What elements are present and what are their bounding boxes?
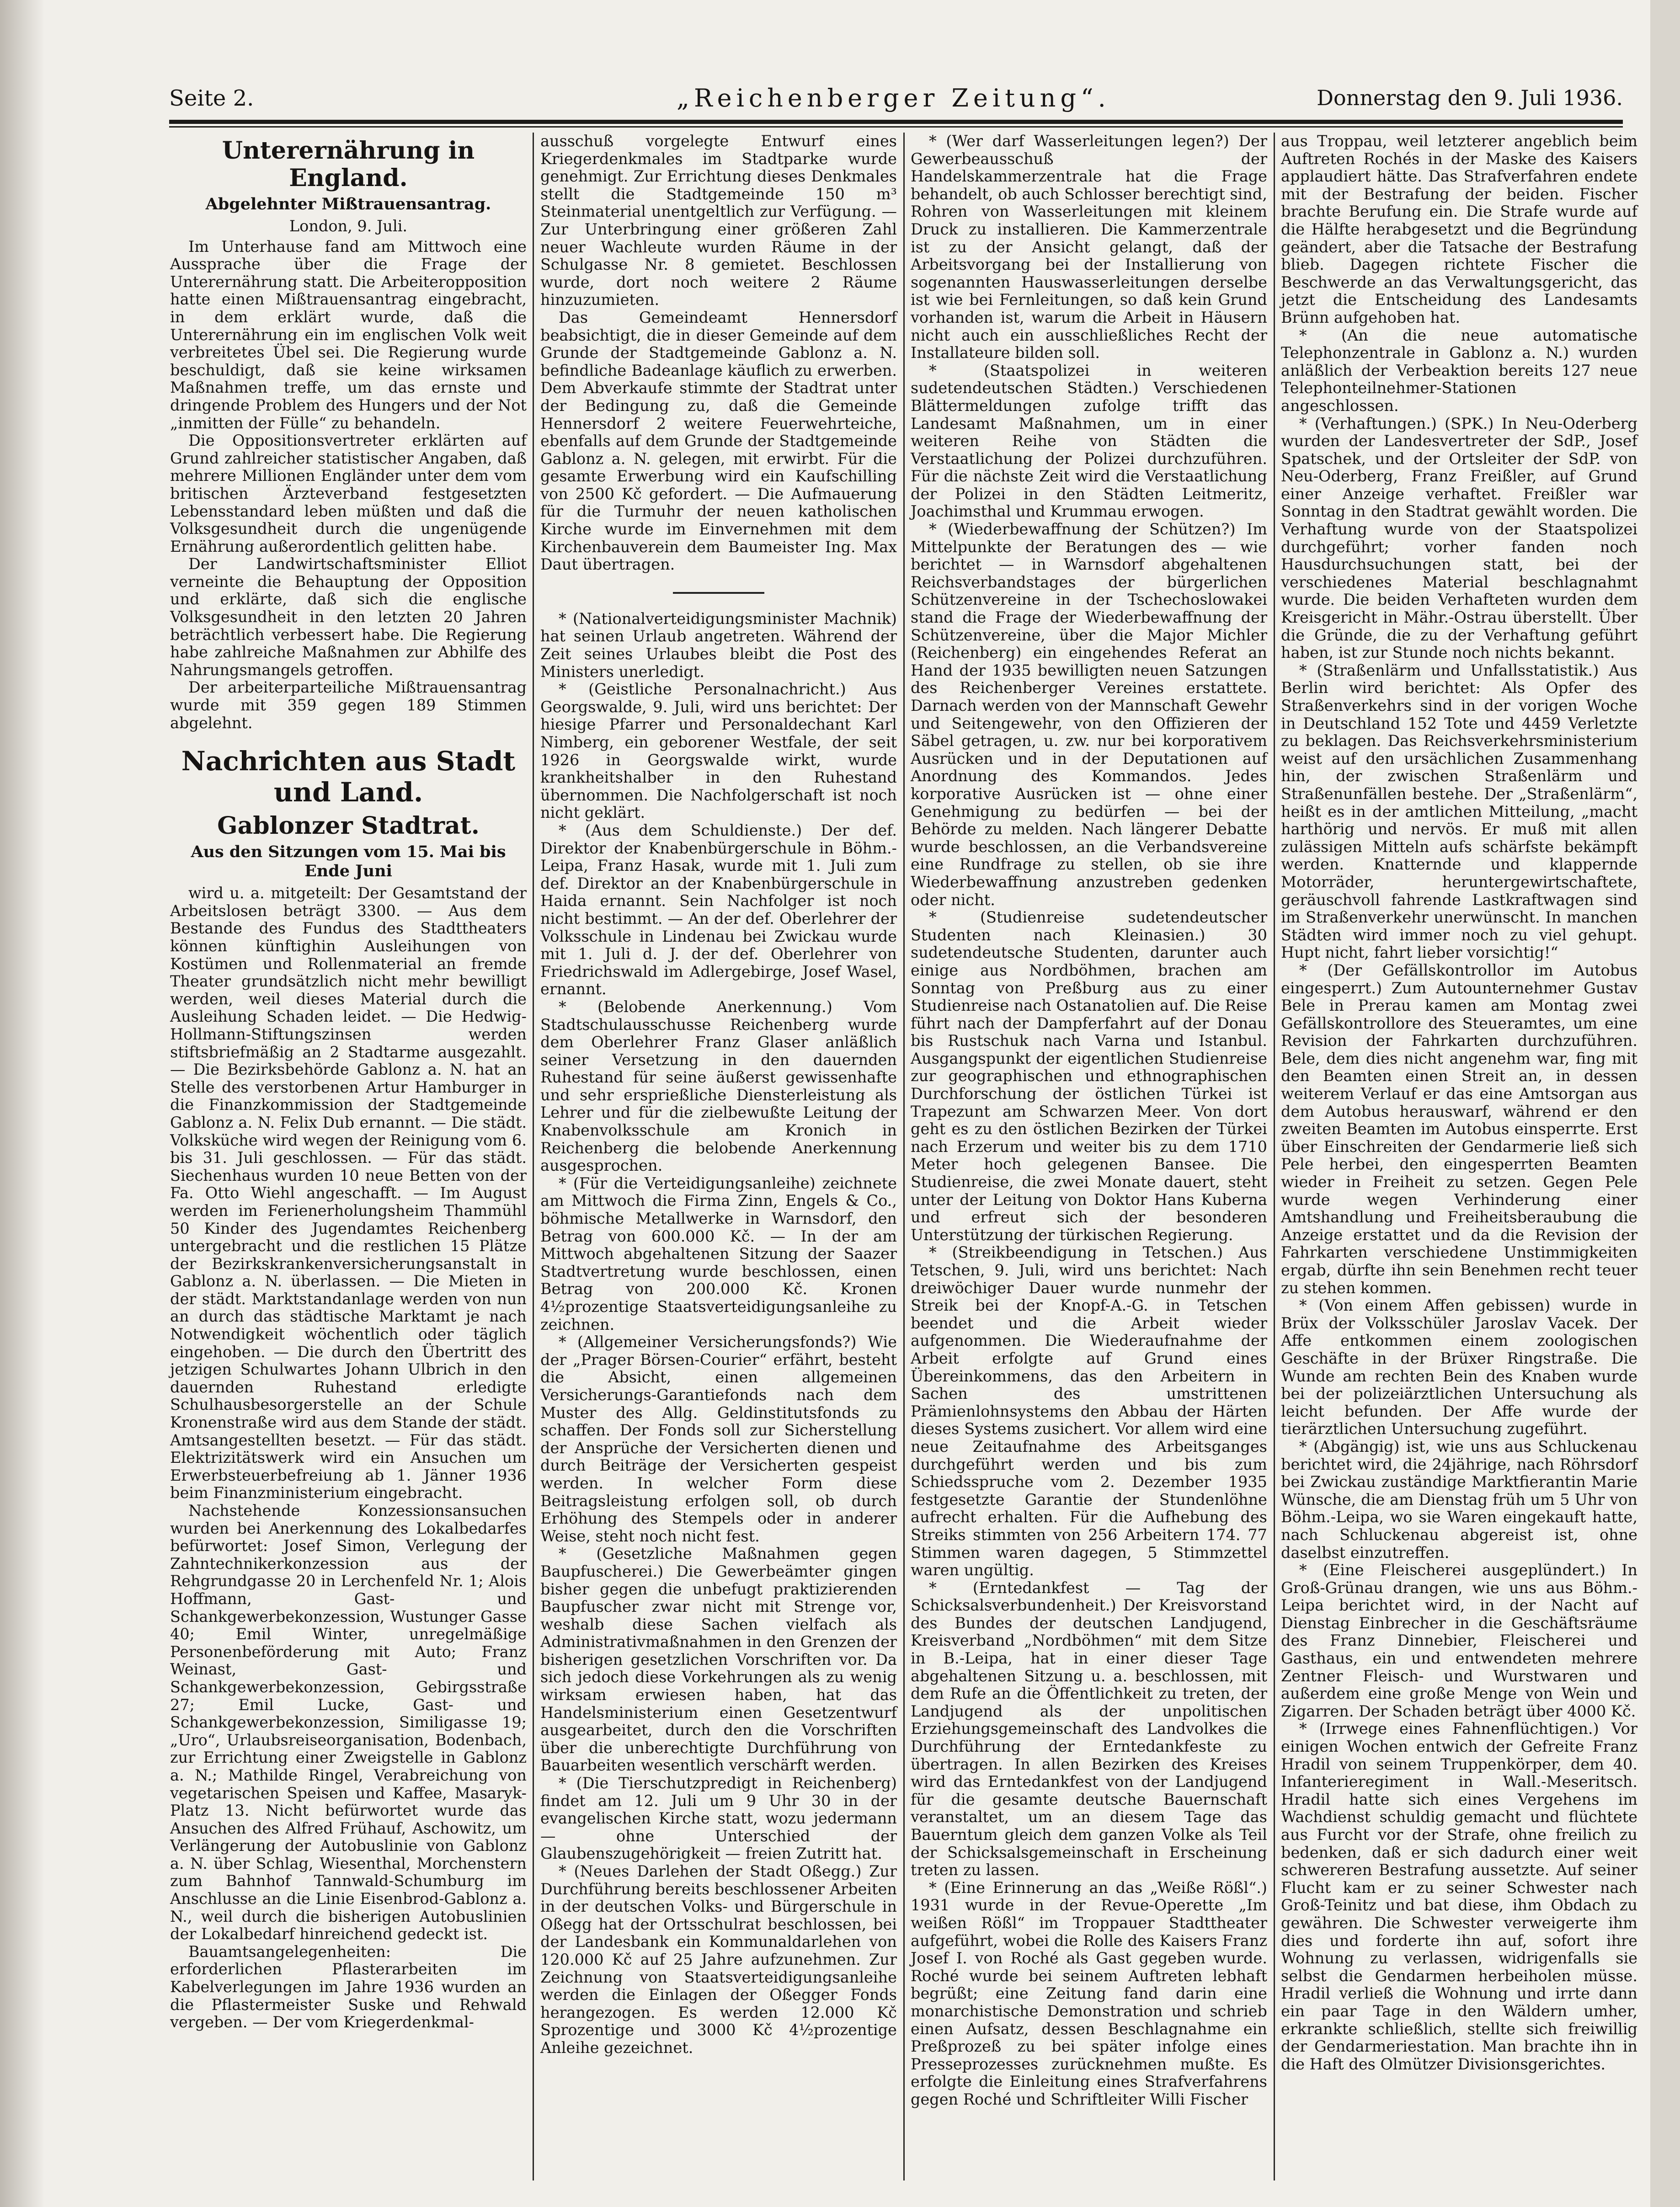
- news-item: * (Verhaftungen.) (SPK.) In Neu-Oderberg wurden der Landesvertreter der SdP., Josef Spatschek, und der Ortsleiter der SdP. von Neu-Oderberg, Franz Freißler, auf Grund einer Anzeige verhaftet. Freißler war Sonntag in den Stadtrat gewählt worden. Die Verhaftung wurde von der Staatspolizei durchgeführt; vorher fanden noch Hausdurchsuchungen statt, bei der verschiedenes Material beschlagnahmt wurde. Die beiden Verhafteten wurden dem Kreisgericht in Mähr.-Ostrau überstellt. Über die Gründe, die zu der Verhaftung geführt haben, ist zur Stunde noch nichts bekannt.: [1281, 414, 1637, 662]
- news-item: * (Von einem Affen gebissen) wurde in Brüx der Volksschüler Jaroslav Vacek. Der Affe entkommen einem zoologischen Geschäfte in der Brüxer Ringstraße. Die Wunde am rechten Bein des Knaben wurde bei der polizeiärztlichen Untersuchung als leicht befunden. Der Affe wurde der tierärztlichen Untersuchung zugeführt.: [1281, 1296, 1637, 1438]
- news-item: * (Abgängig) ist, wie uns aus Schluckenau berichtet wird, die 24jährige, nach Röhrsdorf bei Zwickau zuständige Marktfierantin Marie Wünsche, die am Dienstag früh um 5 Uhr von Böhm.-Leipa, wo sie Waren eingekauft hatte, nach Schluckenau abgereist ist, ohne daselbst einzutreffen.: [1281, 1437, 1637, 1562]
- page-number: Seite 2.: [169, 85, 254, 111]
- binding-shadow: [0, 0, 43, 2207]
- news-item: * (Geistliche Personalnachricht.) Aus Georgswalde, 9. Juli, wird uns berichtet: Der hiesige Pfarrer und Personaldechant Karl Nimberg, ein geborener Westfale, der seit 1926 in Georgswalde wirkt, wurde krankheitshalber in den Ruhestand übernommen. Die Nachfolgerschaft ist noch nicht geklärt.: [540, 680, 897, 822]
- section-heading: Nachrichten aus Stadt und Land.: [181, 746, 516, 808]
- news-item: * (Die Tierschutzpredigt in Reichenberg) findet am 12. Juli um 9 Uhr 30 in der evangelischen Kirche statt, wozu jedermann — ohne Unterschied der Glaubenszugehörigkeit — freien Zutritt hat.: [540, 1774, 897, 1863]
- masthead: „Reichenberger Zeitung“.: [677, 84, 1110, 112]
- news-item: * (Straßenlärm und Unfallsstatistik.) Aus Berlin wird berichtet: Als Opfer des Straßenverkehrs sind in der vorigen Woche in Deutschland 152 Tote und 4459 Verletzte zu beklagen. Das Reichsverkehrsministerium weist auf den ursächlichen Zusammenhang hin, der zwischen Straßenlärm und Straßenunfällen bestehe. Der „Straßenlärm“, heißt es in der amtlichen Mitteilung, „macht harthörig und nervös. Er muß mit allen zulässigen Mitteln aufs schärfste bekämpft werden. Knatternde und klappernde Motorräder, heruntergewirtschaftete, geräuschvoll fahrende Lastkraftwagen sind im Straßenverkehr unerwünscht. In manchen Städten wird immer noch zu viel gehupt. Hupt nicht, fahrt lieber vorsichtig!“: [1281, 661, 1637, 962]
- column-divider: [533, 133, 534, 2180]
- news-item: * (Allgemeiner Versicherungsfonds?) Wie der „Prager Börsen-Courier“ erfährt, besteht die Absicht, einen allgemeinen Versicherungs-Garantiefonds nach dem Muster des Allg. Geldinstitutsfonds zu schaffen. Der Fonds soll zur Sicherstellung der Ansprüche der Versicherten dienen und durch Beiträge der Versicherten gespeist werden. In welcher Form diese Beitragsleistung erfolgen soll, ob durch Erhöhung des Stempels oder in anderer Weise, steht noch nicht fest.: [540, 1333, 897, 1545]
- column-4: [1281, 133, 1637, 2073]
- column-divider: [1274, 133, 1275, 2180]
- column-divider: [903, 133, 905, 2180]
- issue-date: Donnerstag den 9. Juli 1936.: [1317, 85, 1623, 110]
- dateline: London, 9. Juli.: [289, 217, 408, 235]
- news-item: * (Nationalverteidigungsminister Machnik) hat seinen Urlaub angetreten. Während der Zeit seines Urlaubes bleibt die Post des Ministers unerledigt.: [540, 609, 897, 681]
- news-item: * (Irrwege eines Fahnenflüchtigen.) Vor einigen Wochen entwich der Gefreite Franz Hradil von seinem Truppenkörper, dem 40. Infanterieregiment in Wall.-Meseritsch. Hradil hatte sich eines Vergehens im Wachdienst schuldig gemacht und flüchtete aus Furcht vor der Strafe, ohne freilich zu bedenken, daß er sich dadurch einer weit schwereren Bestrafung aussetzte. Auf seiner Flucht kam er zu seiner Schwester nach Groß-Teinitz und bat diese, ihm Obdach zu gewähren. Die Schwester verweigerte ihm dies und forderte ihn auf, sofort ihre Wohnung zu verlassen, widrigenfalls sie selbst die Gendarmen herbeiholen müsse. Hradil verließ die Wohnung und irrte dann ein paar Tage in den Wäldern umher, erkrankte schließlich, stellte sich freiwillig der Gendarmeriestation. Man brachte ihn in die Haft des Olmützer Divisionsgerichtes.: [1281, 1720, 1637, 2073]
- news-item: * (Erntedankfest — Tag der Schicksalsverbundenheit.) Der Kreisvorstand des Bundes der deutschen Landjugend, Kreisverband „Nordböhmen“ mit dem Sitze in B.-Leipa, hat in einer dieser Tage abgehaltenen Sitzung u. a. beschlossen, mit dem Rufe an die Öffentlichkeit zu treten, der Landjugend als der unpolitischen Erziehungsgemeinschaft des Landvolkes die Durchführung der Erntedankfeste zu übertragen. In allen Bezirken des Kreises wird das Erntedankfest von der Landjugend für die gesamte deutsche Bauernschaft veranstaltet, um an diesem Tage das Bauerntum gleich dem ganzen Volke als Teil der Schicksalsgemeinschaft in Erscheinung treten zu lassen.: [911, 1578, 1267, 1879]
- page-header: [169, 80, 1623, 112]
- column-3: [911, 133, 1267, 2109]
- news-item: * (Wiederbewaffnung der Schützen?) Im Mittelpunkte der Beratungen des — wie berichtet — in Warnsdorf abgehaltenen Reichsverbandstages der bürgerlichen Schützenvereine in der Tschechoslowakei stand die Frage der Wiederbewaffnung der Schützenvereine, über die Major Michler (Reichenberg) ein eingehendes Referat an Hand der 1935 bewilligten neuen Satzungen des Reichenberger Vereines erstattete. Darnach werden von der Mannschaft Gewehr und Seitengewehr, von den Offizieren der Säbel getragen, u. zw. nur bei korporativem Ausrücken und in der Deputationen auf Anordnung des Kommandos. Jedes korporative Ausrücken ist — ohne einer Genehmigung zu bedürfen — bei der Behörde zu melden. Nach längerer Debatte wurde beschlossen, an die Verbandsvereine eine Rundfrage zu stellen, ob sie ihre Wiederbewaffnung anzustreben gedenken oder nicht.: [911, 520, 1267, 909]
- news-item: * (Streikbeendigung in Tetschen.) Aus Tetschen, 9. Juli, wird uns berichtet: Nach dreiwöchiger Dauer wurde nunmehr der Streik bei der Knopf-A.-G. in Tetschen beendet und die Arbeit wieder aufgenommen. Die Wiederaufnahme der Arbeit erfolgte auf Grund eines Übereinkommens, das den Arbeitern in Sachen des umstrittenen Prämienlohnsystems den Abbau der Härten dieses Systems zusichert. Vor allem wird eine neue Zeitaufnahme des Arbeitsganges durchgeführt werden und bis zum Schiedsspruche vom 2. Dezember 1935 festgesetzte Garantie der Stundenlöhne aufrecht erhalten. Für die Aufhebung des Streiks stimmten von 256 Arbeitern 174. 77 Stimmen waren dagegen, 5 Stimmzettel waren ungültig.: [911, 1243, 1267, 1579]
- news-item: * (Staatspolizei in weiteren sudetendeutschen Städten.) Verschiedenen Blättermeldungen zufolge trifft das Landesamt Maßnahmen, um in einer weiteren Reihe von Städten die Verstaatlichung der Polizei durchzuführen. Für die nächste Zeit wird die Verstaatlichung der Polizei in den Städten Leitmeritz, Joachimsthal und Krummau erwogen.: [911, 361, 1267, 521]
- news-item: * (Aus dem Schuldienste.) Der def. Direktor der Knabenbürgerschule in Böhm.-Leipa, Franz Hasak, wurde mit 1. Juli zum def. Direktor an der Knabenbürgerschule in Haida ernannt. Sein Nachfolger ist noch nicht bestimmt. — An der def. Oberlehrer der Volksschule in Lindenau bei Zwickau wurde mit 1. Juli d. J. der def. Oberlehrer von Friedrichswald im Adlergebirge, Josef Wasel, ernannt.: [540, 821, 897, 998]
- news-item: * (Studienreise sudetendeutscher Studenten nach Kleinasien.) 30 sudetendeutsche Studenten, darunter auch einige aus Nordböhmen, brachen am Sonntag von Preßburg aus zu einer Studienreise nach Ostanatolien auf. Die Reise führt nach der Dampferfahrt auf der Donau bis Rustschuk nach Varna und Istanbul. Ausgangspunkt der eigentlichen Studienreise zur geographischen und ethnographischen Durchforschung der östlichen Türkei ist Trapezunt am Schwarzen Meer. Von dort geht es zu den östlichen Bezirken der Türkei nach Erzerum und weiter bis zu dem 1710 Meter hoch gelegenen Bansee. Die Studienreise, die zwei Monate dauert, steht unter der Leitung von Doktor Hans Kuberna und erfreut sich der besonderen Unterstützung der türkischen Regierung.: [911, 908, 1267, 1244]
- column-2: [540, 133, 897, 2057]
- article-paragraph: Das Gemeindeamt Hennersdorf beabsichtigt, die in dieser Gemeinde auf dem Grunde der Stadtgemeinde Gablonz a. N. befindliche Badeanlage käuflich zu erwerben. Dem Abverkaufe stimmte der Stadtrat unter der Bedingung zu, daß die Gemeinde Hennersdorf 2 weitere Feuerwehrteiche, ebenfalls auf dem Grunde der Stadtgemeinde Gablonz a. N. gelegen, mit erwirbt. Für die gesamte Erwerbung wird ein Kaufschilling von 2500 Kč gefordert. — Die Aufmauerung für die Turmuhr der neuen katholischen Kirche wurde im Einvernehmen mit dem Kirchenbauverein dem Baumeister Ing. Max Daut übertragen.: [540, 308, 897, 574]
- article-subheadline: Abgelehnter Mißtrauensantrag.: [205, 195, 491, 213]
- header-rule-thin: [169, 126, 1623, 128]
- news-item: * (An die neue automatische Telephonzentrale in Gablonz a. N.) wurden anläßlich der Verbeaktion bereits 127 neue Telephonteilnehmer-Stationen angeschlossen.: [1281, 326, 1637, 415]
- news-item: aus Troppau, weil letzterer angeblich beim Auftreten Rochés in der Maske des Kaisers applaudiert hätte. Das Strafverfahren endete mit der Bestrafung der beiden. Fischer brachte Berufung ein. Die Strafe wurde auf die Hälfte herabgesetzt und die Begründung geändert, aber die Tatsache der Bestrafung blieb. Dagegen richtete Fischer die Beschwerde an das Verwaltungsgericht, das jetzt die Entscheidung des Landesamts Brünn aufgehoben hat.: [1281, 132, 1637, 326]
- article-paragraph: Die Oppositionsvertreter erklärten auf Grund zahlreicher statistischer Angaben, daß mehrere Millionen Engländer unter dem vom britischen Ärzteverband festgesetzten Lebensstandard leben müßten und daß die Volksgesundheit durch die ungenügende Ernährung außerordentlich gelitten habe.: [170, 432, 527, 555]
- news-item: * (Belobende Anerkennung.) Vom Stadtschulausschusse Reichenberg wurde dem Oberlehrer Franz Glaser anläßlich seiner Versetzung in den dauernden Ruhestand für seine äußerst gewissenhafte und sehr ersprießliche Diensterleistung als Lehrer und für die zielbewußte Leitung der Knabenvolksschule am Kronich in Reichenberg die belobende Anerkennung ausgesprochen.: [540, 997, 897, 1175]
- article-paragraph: ausschuß vorgelegte Entwurf eines Kriegerdenkmales im Stadtparke wurde genehmigt. Zur Errichtung dieses Denkmales stellt die Stadtgemeinde 150 m³ Steinmaterial unentgeltlich zur Verfügung. — Zur Unterbringung einer größeren Zahl neuer Wachleute wurden Räume in der Schulgasse Nr. 8 gemietet. Beschlossen wurde, dort noch weitere 2 Räume hinzuzumieten.: [540, 132, 897, 309]
- page-edge: [1650, 0, 1680, 2207]
- column-1: [170, 133, 527, 2031]
- news-item: * (Wer darf Wasserleitungen legen?) Der Gewerbeausschuß der Handelskammerzentrale hat die Frage behandelt, ob auch Schlosser berechtigt sind, Rohren von Wasserleitungen mit kleinem Druck zu installieren. Die Kammerzentrale ist zu der Ansicht gelangt, daß der Arbeitsvorgang bei der Installierung von sogenannten Hauswasserleitungen derselbe ist wie bei Fernleitungen, so daß kein Grund vorhanden ist, warum die Arbeit in Häusern nicht auch ein ausschließliches Recht der Installateure bilden soll.: [911, 132, 1267, 362]
- news-item: * (Der Gefällskontrollor im Autobus eingesperrt.) Zum Autounternehmer Gustav Bele in Prerau kamen am Montag zwei Gefällskontrollore des Steueramtes, um eine Revision der Fahrkarten durchzuführen. Bele, dem dies nicht angenehm war, fing mit den Beamten einen Streit an, in dessen weiterem Verlauf er das eine Amtsorgan aus dem Autobus herauswarf, während er den zweiten Beamten im Autobus einsperrte. Erst über Einschreiten der Gendarmerie ließ sich Pele herbei, den eingesperrten Beamten wieder in Freiheit zu setzen. Gegen Pele wurde wegen Verhinderung einer Amtshandlung und Freiheitsberaubung die Anzeige erstattet und da die Revision der Fahrkarten verschiedene Unstimmigkeiten ergab, dürfte ihn sein Benehmen recht teuer zu stehen kommen.: [1281, 961, 1637, 1297]
- section-separator: [673, 592, 764, 594]
- section-kicker: Aus den Sitzungen vom 15. Mai bis Ende Juni: [191, 842, 506, 881]
- article-paragraph: Der Landwirtschaftsminister Elliot verneinte die Behauptung der Opposition und erklärte, daß sich die englische Volksgesundheit in den letzten 20 Jahren beträchtlich verbessert habe. Die Regierung habe zahlreiche Maßnahmen zur Abhilfe des Nahrungsmangels getroffen.: [170, 555, 527, 679]
- article-headline: Unterernährung in England.: [222, 137, 475, 192]
- article-paragraph: wird u. a. mitgeteilt: Der Gesamtstand der Arbeitslosen beträgt 3300. — Aus dem Bestande des Fundus des Stadttheaters können künftighin Ausleihungen von Kostümen und Rollenmaterial an fremde Theater grundsätzlich nicht mehr bewilligt werden, weil dieses Material durch die Ausleihung Schaden leidet. — Die Hedwig-Hollmann-Stiftungszinsen werden stiftsbriefmäßig an 2 Stadtarme ausgezahlt. — Die Bezirksbehörde Gablonz a. N. hat an Stelle des verstorbenen Artur Hamburger in die Finanzkommission der Stadtgemeinde Gablonz a. N. Felix Dub ernannt. — Die städt. Volksküche wird wegen der Reinigung vom 6. bis 31. Juli geschlossen. — Für das städt. Siechenhaus wurden 10 neue Betten von der Fa. Otto Wiehl angeschafft. — Im August werden im Ferienerholungsheim Thammühl 50 Kinder des Jugendamtes Reichenberg untergebracht und die restlichen 15 Plätze der Bezirkskrankenversicherungsanstalt in Gablonz a. N. überlassen. — Die Mieten in der städt. Marktstandanlage werden von nun an durch das städtische Marktamt je nach Notwendigkeit wöchentlich oder täglich eingehoben. — Die durch den Übertritt des jetzigen Schulwartes Johann Ulbrich in den dauernden Ruhestand erledigte Schulhausbesorgerstelle an der Schule Kronenstraße wird aus dem Stande der städt. Amtsangestellten besetzt. — Für das städt. Elektrizitätswerk wird ein Ansuchen um Erwerbsteuerbefreiung ab 1. Jänner 1936 beim Finanzministerium eingebracht.: [170, 884, 527, 1502]
- article-paragraph: Im Unterhause fand am Mittwoch eine Aussprache über die Frage der Unterernährung statt. Die Arbeiteropposition hatte einen Mißtrauensantrag eingebracht, in dem erklärt wurde, daß die Unterernährung ein im englischen Volk weit verbreitetes Übel sei. Die Regierung wurde beschuldigt, daß sie keine wirksamen Maßnahmen treffe, um das ernste und dringende Problem des Hungers und der Not „inmitten der Fülle“ zu behandeln.: [170, 237, 527, 432]
- article-paragraph: Der arbeiterparteiliche Mißtrauensantrag wurde mit 359 gegen 189 Stimmen abgelehnt.: [170, 678, 527, 732]
- news-item: * (Gesetzliche Maßnahmen gegen Baupfuscherei.) Die Gewerbeämter gingen bisher gegen die unbefugt praktizierenden Baupfuscher zwar nicht mit Strenge vor, weshalb diese Sachen vielfach als Administrativmaßnahmen in den Grenzen der bisherigen gesetzlichen Vorschriften vor. Da sich jedoch diese Vorkehrungen als zu wenig wirksam erwiesen haben, hat das Handelsministerium einen Gesetzentwurf ausgearbeitet, durch den die Vorschriften über die unberechtigte Durchführung von Bauarbeiten wesentlich verschärft werden.: [540, 1545, 897, 1775]
- news-item: * (Eine Fleischerei ausgeplündert.) In Groß-Grünau drangen, wie uns aus Böhm.-Leipa berichtet wird, in der Nacht auf Dienstag Einbrecher in die Geschäftsräume des Franz Dinnebier, Fleischerei und Gasthaus, ein und entwendeten mehrere Zentner Fleisch- und Wurstwaren und außerdem eine große Menge von Wein und Zigarren. Der Schaden beträgt über 4000 Kč.: [1281, 1561, 1637, 1720]
- article-paragraph: Nachstehende Konzessionsansuchen wurden bei Anerkennung des Lokalbedarfes befürwortet: Josef Simon, Verlegung der Zahntechnikerkonzession aus der Rehgrundgasse 20 in Lerchenfeld Nr. 1; Alois Hoffmann, Gast- und Schankgewerbekonzession, Wustunger Gasse 40; Emil Winter, unregelmäßige Personenbeförderung mit Auto; Franz Weinast, Gast- und Schankgewerbekonzession, Gebirgsstraße 27; Emil Lucke, Gast- und Schankgewerbekonzession, Similigasse 19; „Uro“, Urlaubsreiseorganisation, Bodenbach, zur Errichtung einer Zweigstelle in Gablonz a. N.; Mathilde Ringel, Verabreichung von vegetarischen Speisen und Kaffee, Masaryk-Platz 13. Nicht befürwortet wurde das Ansuchen des Alfred Frühauf, Aschowitz, um Verlängerung der Autobuslinie von Gablonz a. N. über Schlag, Wiesenthal, Morchenstern zum Bahnhof Tannwald-Schumburg im Anschlusse an die Linie Eisenbrod-Gablonz a. N., weil durch die bisherigen Autobuslinien der Lokalbedarf hinreichend gedeckt ist.: [170, 1502, 527, 1943]
- news-item: * (Neues Darlehen der Stadt Oßegg.) Zur Durchführung bereits beschlossener Arbeiten in der deutschen Volks- und Bürgerschule in Oßegg hat der Ortsschulrat beschlossen, bei der Landesbank ein Kommunaldarlehen von 120.000 Kč auf 25 Jahre aufzunehmen. Zur Zeichnung von Staatsverteidigungsanleihe werden die Einlagen der Oßegger Fonds herangezogen. Es werden 12.000 Kč Sprozentige und 3000 Kč 4½prozentige Anleihe gezeichnet.: [540, 1862, 897, 2057]
- news-item: * (Eine Erinnerung an das „Weiße Rößl“.) 1931 wurde in der Revue-Operette „Im weißen Rößl“ im Troppauer Stadttheater aufgeführt, wobei die Rolle des Kaisers Franz Josef I. von Roché als Gast gegeben wurde. Roché wurde bei seinem Auftreten lebhaft begrüßt; eine Zeitung fand darin eine monarchistische Demonstration und schrieb einen Aufsatz, dessen Beschlagnahme ein Preßprozeß zu bei später infolge eines Presseprozesses zurücknehmen mußte. Es erfolgte die Einleitung eines Strafverfahrens gegen Roché und Schriftleiter Willi Fischer: [911, 1878, 1267, 2108]
- article-paragraph: Bauamtsangelegenheiten: Die erforderlichen Pflasterarbeiten im Kabelverlegungen im Jahre 1936 wurden an die Pflastermeister Suske und Rehwald vergeben. — Der vom Kriegerdenkmal-: [170, 1942, 527, 2031]
- news-item: * (Für die Verteidigungsanleihe) zeichnete am Mittwoch die Firma Zinn, Engels & Co., böhmische Metallwerke in Warnsdorf, den Betrag von 600.000 Kč. — In der am Mittwoch abgehaltenen Sitzung der Saazer Stadtvertretung wurde beschlossen, einen Betrag von 200.000 Kč. Kronen 4½prozentige Staatsverteidigungsanleihe zu zeichnen.: [540, 1174, 897, 1333]
- header-rule: [169, 120, 1623, 124]
- section-subheading: Gablonzer Stadtrat.: [217, 812, 480, 840]
